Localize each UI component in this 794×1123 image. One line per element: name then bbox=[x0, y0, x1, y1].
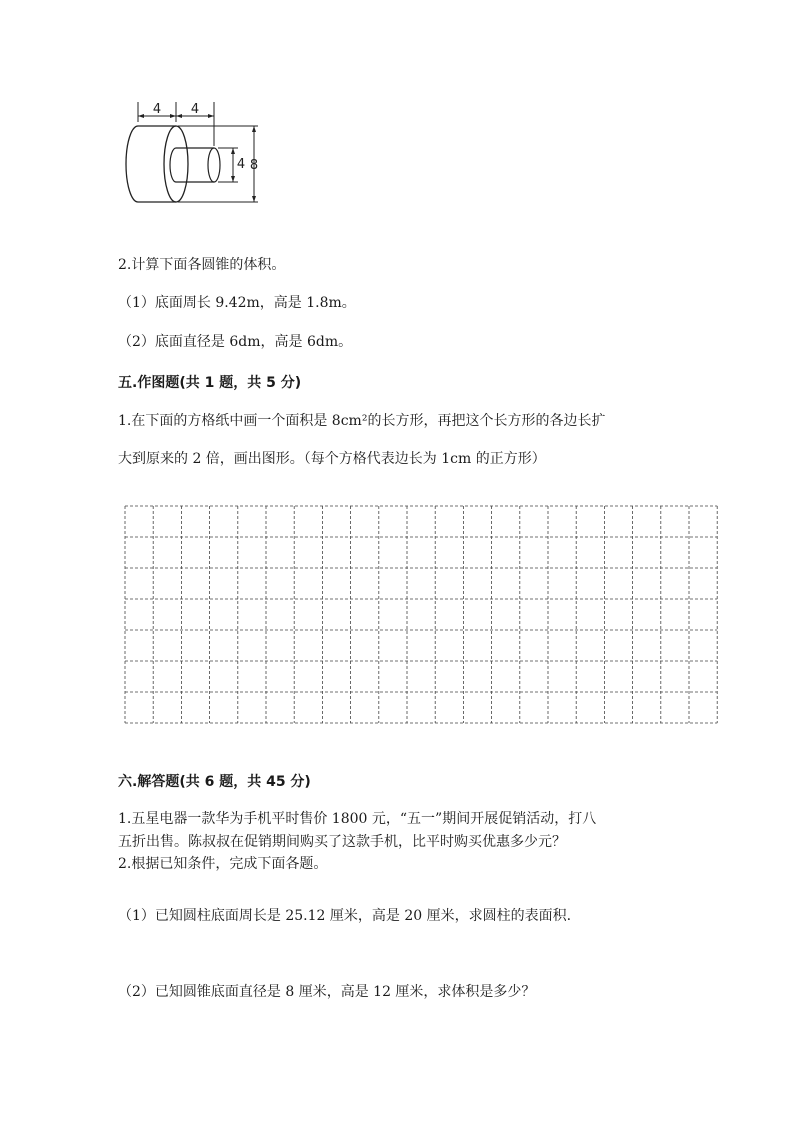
dim-right-label: 4 bbox=[190, 102, 200, 117]
section-6-heading: 六.解答题(共 6 题，共 45 分) bbox=[118, 774, 311, 790]
grid-paper bbox=[124, 505, 718, 729]
section-6-question-2-sub-2: （2）已知圆锥底面直径是 8 厘米，高是 12 厘米，求体积是多少？ bbox=[118, 984, 536, 1000]
section-5-heading: 五.作图题(共 1 题，共 5 分) bbox=[118, 375, 302, 391]
section-5-question-1-line-2: 大到原来的 2 倍，画出图形。（每个方格代表边长为 1cm 的正方形） bbox=[118, 451, 546, 467]
grid-paper-svg bbox=[124, 505, 718, 725]
section-6-question-1-line-2: 五折出售。陈叔叔在促销期间购买了这款手机，比平时购买优惠多少元？ bbox=[118, 834, 566, 850]
question-2-sub-1: （1）底面周长 9.42m，高是 1.8m。 bbox=[118, 295, 356, 311]
dim-inner-height-label: 4 bbox=[236, 157, 246, 172]
dim-left-label: 4 bbox=[152, 102, 162, 117]
section-6-question-2-title: 2.根据已知条件，完成下面各题。 bbox=[118, 856, 328, 872]
section-6-question-2-sub-1: （1）已知圆柱底面周长是 25.12 厘米，高是 20 厘米，求圆柱的表面积. bbox=[118, 908, 572, 924]
question-2-title: 2.计算下面各圆锥的体积。 bbox=[118, 257, 286, 273]
section-5-question-1-line-1: 1.在下面的方格纸中画一个面积是 8cm²的长方形，再把这个长方形的各边长扩 bbox=[118, 413, 606, 429]
cylinder-figure bbox=[118, 96, 268, 218]
cylinder-diagram bbox=[118, 96, 268, 214]
question-2-sub-2: （2）底面直径是 6dm，高是 6dm。 bbox=[118, 334, 353, 350]
dim-outer-height-label: 8 bbox=[249, 158, 259, 173]
section-6-question-1-line-1: 1.五星电器一款华为手机平时售价 1800 元，“五一”期间开展促销活动，打八 bbox=[118, 811, 597, 827]
